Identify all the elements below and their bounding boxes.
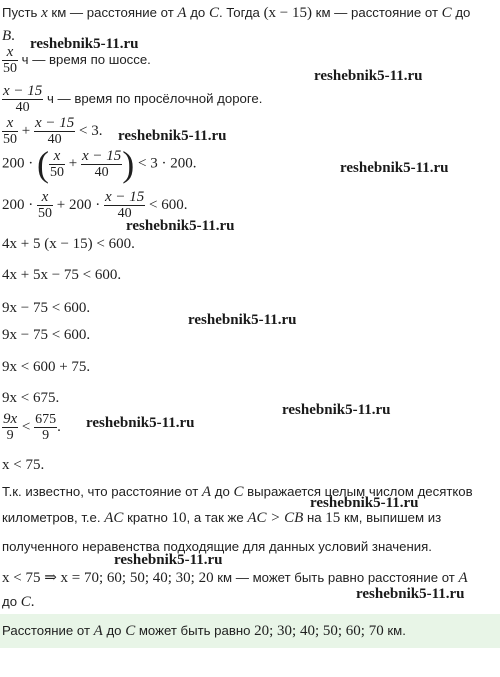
text: км — расстояние от bbox=[312, 5, 442, 20]
math-expr: (x − 15) bbox=[263, 5, 313, 21]
text: ч — время по шоссе. bbox=[18, 51, 151, 67]
watermark: reshebnik5-11.ru bbox=[86, 415, 195, 431]
math-var: C bbox=[208, 5, 219, 21]
math-op: < bbox=[18, 418, 35, 435]
text: км, выпишем из bbox=[340, 510, 442, 525]
numerator: x − 15 bbox=[81, 147, 122, 164]
fraction bbox=[49, 149, 65, 180]
text: км. bbox=[383, 623, 406, 638]
denominator: 40 bbox=[117, 206, 132, 221]
denominator: 50 bbox=[3, 132, 17, 147]
equation-line-14 bbox=[2, 412, 61, 443]
fraction bbox=[2, 116, 18, 147]
math-var: C bbox=[125, 623, 136, 639]
text: . Тогда bbox=[218, 5, 264, 20]
denominator: 50 bbox=[38, 206, 52, 221]
text: до bbox=[186, 5, 209, 20]
math-lead: 200 · bbox=[2, 155, 37, 172]
math-expr: x < 75 ⇒ x = 70; 60; 50; 40; 30; 20 bbox=[2, 570, 214, 586]
math-op: + 200 · bbox=[53, 196, 104, 213]
text: Пусть bbox=[2, 5, 42, 20]
equation-line-7 bbox=[2, 190, 187, 221]
math-tail: < 3 · 200. bbox=[134, 155, 197, 172]
math-dot: . bbox=[30, 594, 35, 610]
numerator: x − 15 bbox=[3, 83, 43, 99]
math-tail: < 3. bbox=[75, 122, 103, 139]
math-op: + bbox=[18, 122, 34, 139]
math-ineq: AC > CB bbox=[247, 510, 304, 526]
fraction bbox=[2, 45, 18, 76]
denominator: 9 bbox=[42, 428, 50, 443]
equation-line-3 bbox=[2, 45, 151, 76]
denominator: 40 bbox=[47, 132, 62, 147]
answer-text bbox=[2, 623, 406, 640]
math-var: A bbox=[177, 5, 187, 21]
text-line-20 bbox=[2, 594, 34, 611]
paren-close: ) bbox=[122, 144, 135, 184]
text-line-18: полученного неравенства подходящие для данных условий значения. bbox=[2, 539, 432, 554]
numerator: 9x bbox=[3, 411, 18, 427]
equation-line-11: 9x − 75 < 600. bbox=[2, 327, 91, 343]
watermark: reshebnik5-11.ru bbox=[30, 36, 139, 52]
equation-line-15: x < 75. bbox=[2, 457, 45, 473]
fraction bbox=[81, 149, 122, 180]
math-tail: < 600. bbox=[145, 196, 188, 213]
math-num: 15 bbox=[325, 510, 341, 526]
watermark: reshebnik5-11.ru bbox=[114, 552, 223, 568]
equation-line-8: 4x + 5 (x − 15) < 600. bbox=[2, 236, 135, 252]
math-var: C bbox=[20, 594, 31, 610]
equation-line-13: 9x < 675. bbox=[2, 390, 60, 406]
math-var: C bbox=[233, 484, 244, 500]
fraction bbox=[34, 412, 57, 443]
equation-line-6 bbox=[2, 146, 196, 182]
text: кратно bbox=[123, 510, 172, 525]
fraction bbox=[104, 190, 145, 221]
text: км — может быть равно расстояние от bbox=[213, 570, 459, 585]
watermark: reshebnik5-11.ru bbox=[310, 495, 419, 511]
text-line-2 bbox=[2, 28, 15, 45]
text-line-1 bbox=[2, 5, 470, 22]
numerator: x bbox=[49, 149, 65, 165]
equation-line-9: 4x + 5x − 75 < 600. bbox=[2, 267, 122, 283]
math-op: + bbox=[65, 155, 81, 172]
math-lead: 200 · bbox=[2, 196, 37, 213]
math-num: 10 bbox=[171, 510, 187, 526]
text: до bbox=[102, 623, 126, 638]
denominator: 9 bbox=[6, 428, 14, 443]
watermark: reshebnik5-11.ru bbox=[314, 68, 423, 84]
math-dot: . bbox=[57, 418, 61, 435]
watermark: reshebnik5-11.ru bbox=[340, 160, 449, 176]
text: Расстояние от bbox=[2, 623, 94, 638]
equation-line-4 bbox=[2, 84, 262, 115]
paren-open: ( bbox=[37, 144, 49, 184]
fraction bbox=[37, 190, 53, 221]
math-var: A bbox=[93, 623, 103, 639]
equation-line-5 bbox=[2, 116, 102, 147]
watermark: reshebnik5-11.ru bbox=[356, 586, 465, 602]
fraction bbox=[34, 116, 75, 147]
math-var: B bbox=[2, 28, 12, 44]
text: выражается целым числом десятков bbox=[243, 484, 473, 499]
text: до bbox=[211, 484, 234, 499]
text: может быть равно bbox=[135, 623, 255, 638]
text-line-19 bbox=[2, 568, 468, 587]
text: на bbox=[303, 510, 326, 525]
fraction bbox=[2, 84, 43, 115]
text: км — расстояние от bbox=[47, 5, 178, 20]
fraction bbox=[2, 412, 18, 443]
math-dot: . bbox=[11, 28, 15, 44]
math-var: A bbox=[201, 484, 212, 500]
equation-line-10: 9x − 75 < 600. bbox=[2, 300, 91, 316]
text: , а так же bbox=[186, 510, 248, 525]
denominator: 40 bbox=[15, 100, 30, 115]
numerator: 675 bbox=[35, 412, 57, 427]
denominator: 40 bbox=[94, 164, 109, 180]
watermark: reshebnik5-11.ru bbox=[126, 218, 235, 234]
math-var: AC bbox=[104, 510, 124, 526]
text: километров, т.е. bbox=[2, 510, 105, 525]
watermark: reshebnik5-11.ru bbox=[188, 312, 297, 328]
numerator: x bbox=[2, 116, 18, 132]
numerator: x − 15 bbox=[34, 115, 75, 131]
text-line-17 bbox=[2, 510, 441, 527]
math-var: C bbox=[441, 5, 452, 21]
numerator: x bbox=[2, 45, 18, 61]
text: Т.к. известно, что расстояние от bbox=[2, 484, 202, 499]
numerator: x − 15 bbox=[104, 189, 145, 205]
equation-line-12: 9x < 600 + 75. bbox=[2, 359, 91, 375]
watermark: reshebnik5-11.ru bbox=[118, 128, 227, 144]
denominator: 50 bbox=[50, 164, 64, 180]
answer-box bbox=[0, 614, 500, 648]
text: до bbox=[2, 594, 21, 609]
denominator: 50 bbox=[3, 61, 17, 76]
text: до bbox=[451, 5, 471, 20]
text: ч — время по просёлочной дороге. bbox=[43, 90, 263, 106]
math-var: A bbox=[458, 570, 468, 586]
math-values: 20; 30; 40; 50; 60; 70 bbox=[254, 623, 384, 639]
watermark: reshebnik5-11.ru bbox=[282, 402, 391, 418]
numerator: x bbox=[37, 190, 53, 206]
math-var: x bbox=[41, 5, 48, 21]
